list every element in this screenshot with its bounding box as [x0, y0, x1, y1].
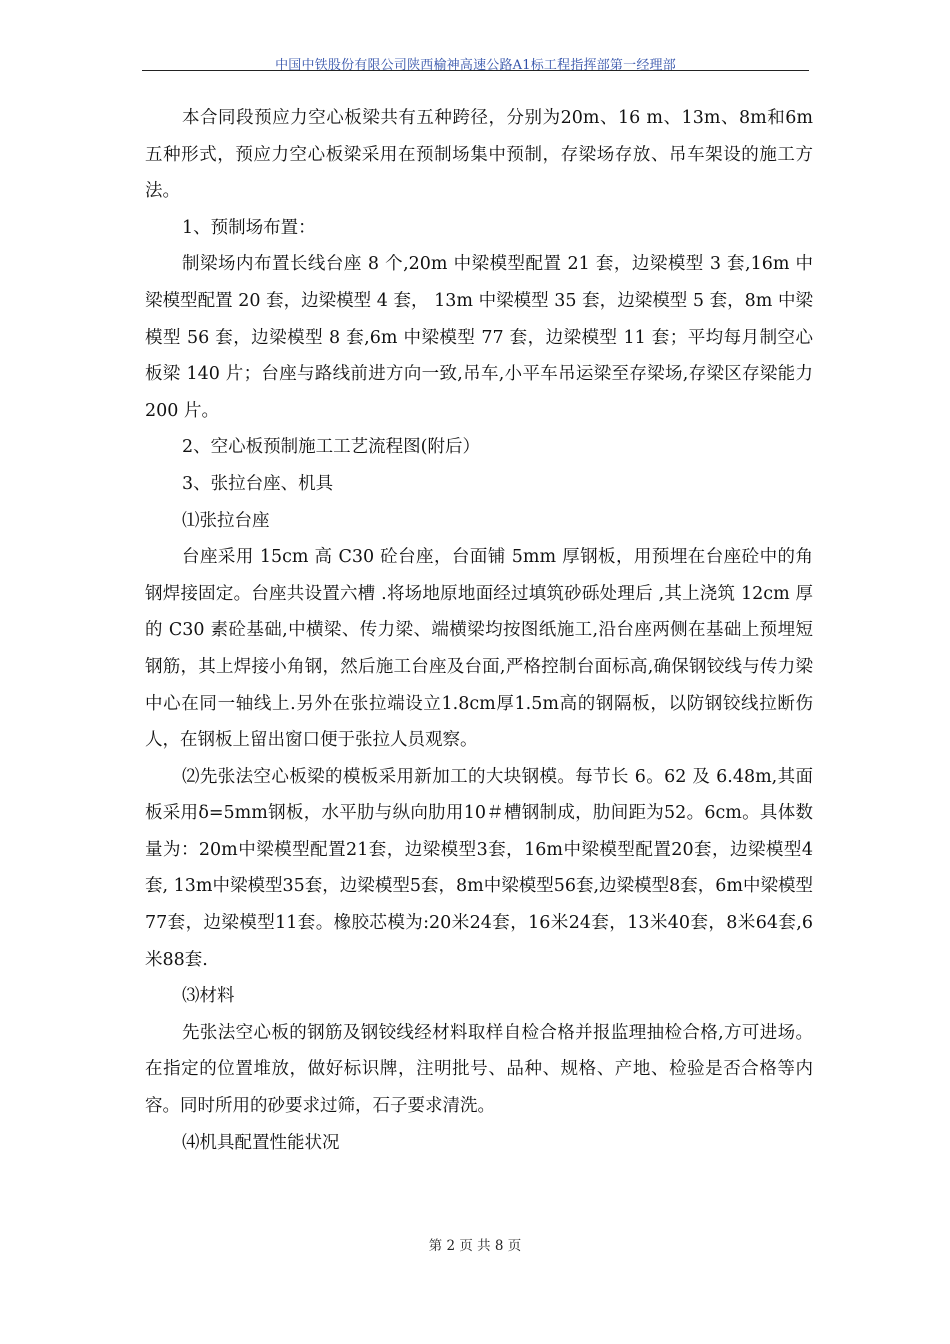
- heading-precast-yard-layout: 1、预制场布置：: [182, 217, 316, 238]
- subheading-tension-bed: ⑴张拉台座: [182, 510, 270, 531]
- page-header: 中国中铁股份有限公司陕西榆神高速公路A1标工程指挥部第一经理部: [275, 58, 676, 73]
- paragraph-materials: 先张法空心板的钢筋及钢铰线经材料取样自检合格并报监理抽检合格,方可进场。在指定的位置堆放，做好标识牌，注明批号、品种、规格、产地、检验是否合格等内容。同时所用的砂要求过筛，石子要求清洗。: [145, 1022, 813, 1117]
- paragraph-formwork: ⑵先张法空心板梁的模板采用新加工的大块钢模。每节长 6。62 及 6.48m,其面板采用δ=5mm钢板，水平肋与纵向肋用10＃槽钢制成，肋间距为52。6cm。具体数量为：20m中梁模型配置21套，边梁模型3套，16m中梁模型配置20套，边梁模型4套, 13m中梁模型35套，边梁模型5套，8m中梁模型56套,边梁模型8套，6m中梁模型77套，边梁模型11套。橡胶芯模为:20米24套，16米24套，13米40套，8米64套,6米88套.: [145, 766, 813, 970]
- header-divider: [142, 70, 809, 71]
- paragraph-intro: 本合同段预应力空心板梁共有五种跨径，分别为20m、16 m、13m、8m和6m五种形式，预应力空心板梁采用在预制场集中预制，存梁场存放、吊车架设的施工方法。: [145, 108, 813, 202]
- heading-process-flowchart: 2、空心板预制施工工艺流程图(附后）: [182, 437, 480, 458]
- subheading-equipment-performance: ⑷机具配置性能状况: [182, 1132, 340, 1153]
- page-number: 第 2 页 共 8 页: [428, 1238, 522, 1254]
- paragraph-tension-bed: 台座采用 15cm 高 C30 砼台座，台面铺 5mm 厚钢板，用预埋在台座砼中的角钢焊接固定。台座共设置六槽 .将场地原地面经过填筑砂砾处理后 ,其上浇筑 12cm 厚的 C30 素砼基础,中横梁、传力梁、端横梁均按图纸施工,沿台座两侧在基础上预埋短钢筋，其上焊接小角钢，然后施工台座及台面,严格控制台面标高,确保钢铰线与传力梁中心在同一轴线上.另外在张拉端设立1.8cm厚1.5m高的钢隔板，以防钢铰线拉断伤人，在钢板上留出窗口便于张拉人员观察。: [145, 547, 813, 751]
- heading-tension-bed-equipment: 3、张拉台座、机具: [182, 473, 334, 494]
- subheading-materials: ⑶材料: [182, 986, 235, 1007]
- paragraph-yard-layout: 制梁场内布置长线台座 8 个,20m 中梁模型配置 21 套，边梁模型 3 套,16m 中梁模型配置 20 套，边梁模型 4 套， 13m 中梁模型 35 套，边梁模型 5 套，8m 中梁模型 56 套，边梁模型 8 套,6m 中梁模型 77 套，边梁模型 11 套；平均每月制空心板梁 140 片；台座与路线前进方向一致,吊车,小平车吊运梁至存梁场,存梁区存梁能力 200 片。: [145, 254, 813, 421]
- document-body: [145, 100, 813, 1161]
